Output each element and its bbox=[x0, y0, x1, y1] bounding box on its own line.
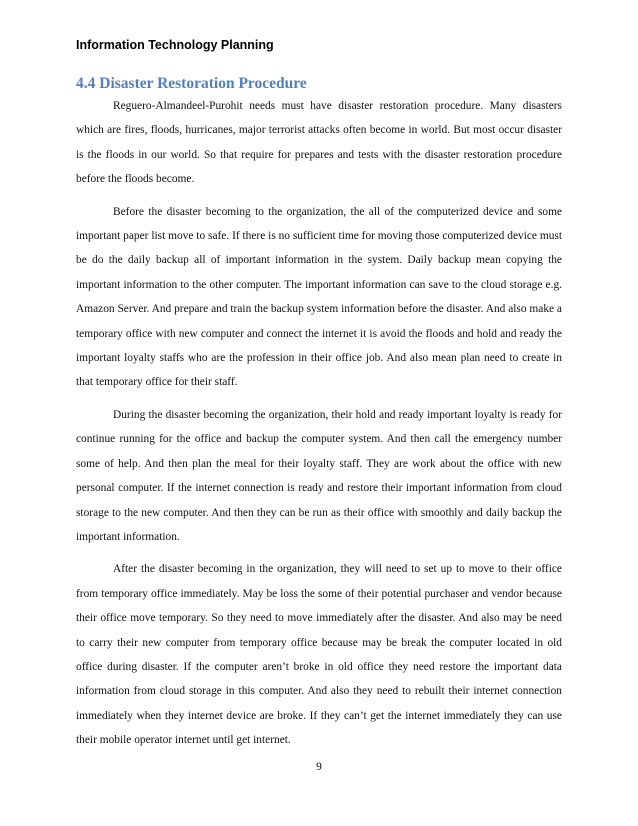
paragraph: After the disaster becoming in the organization, they will need to set up to move to their office from temporary office immediately. May be loss the some of their potential purchaser and vendor because their office move temporary. So they need to move immediately after the disaster. And also may be need to carry their new computer from temporary office because may be break the computer located in old office during disaster. If the computer aren’t broke in old office they need restore the important data information from cloud storage in this computer. And also they need to rebuilt their internet connection immediately when they internet device are broke. If they can’t get the internet immediately they can use their mobile operator internet until get internet. bbox=[76, 563, 562, 747]
page-number: 9 bbox=[316, 761, 322, 773]
paragraph-spacer bbox=[76, 395, 562, 403]
paragraph: Reguero-Almandeel-Purohit needs must have disaster restoration procedure. Many disasters which are fires, floods, hurricanes, major terrorist attacks often become in world. But most occur disaster is the floods in our world. So that require for prepares and tests with the disaster restoration procedure before the floods become. bbox=[76, 100, 562, 186]
paragraph-spacer bbox=[76, 549, 562, 557]
paragraph: Before the disaster becoming to the organization, the all of the computerized device and some important paper list move to safe. If there is no sufficient time for moving those computerized device must be do the daily backup all of important information in the system. Daily backup mean copying the important information to the other computer. The important information can save to the cloud storage e.g. Amazon Server. And prepare and train the backup system information before the disaster. And also make a temporary office with new computer and connect the internet it is avoid the floods and hold and ready the important loyalty staffs who are the profession in their office job. And also mean plan need to create in that temporary office for their staff. bbox=[76, 205, 562, 389]
running-header: Information Technology Planning bbox=[76, 38, 274, 52]
paragraph: During the disaster becoming the organization, their hold and ready important loyalty is ready for continue running for the office and backup the computer system. And then call the emergency number some of help. And then plan the meal for their loyalty staff. They are work about the office with new personal computer. If the internet connection is ready and restore their important information from cloud storage to the new computer. And then they can be run as their office with smoothly and daily backup the important information. bbox=[76, 408, 562, 543]
body-text bbox=[76, 94, 562, 753]
section-heading: 4.4 Disaster Restoration Procedure bbox=[76, 75, 307, 92]
paragraph-spacer bbox=[76, 192, 562, 200]
